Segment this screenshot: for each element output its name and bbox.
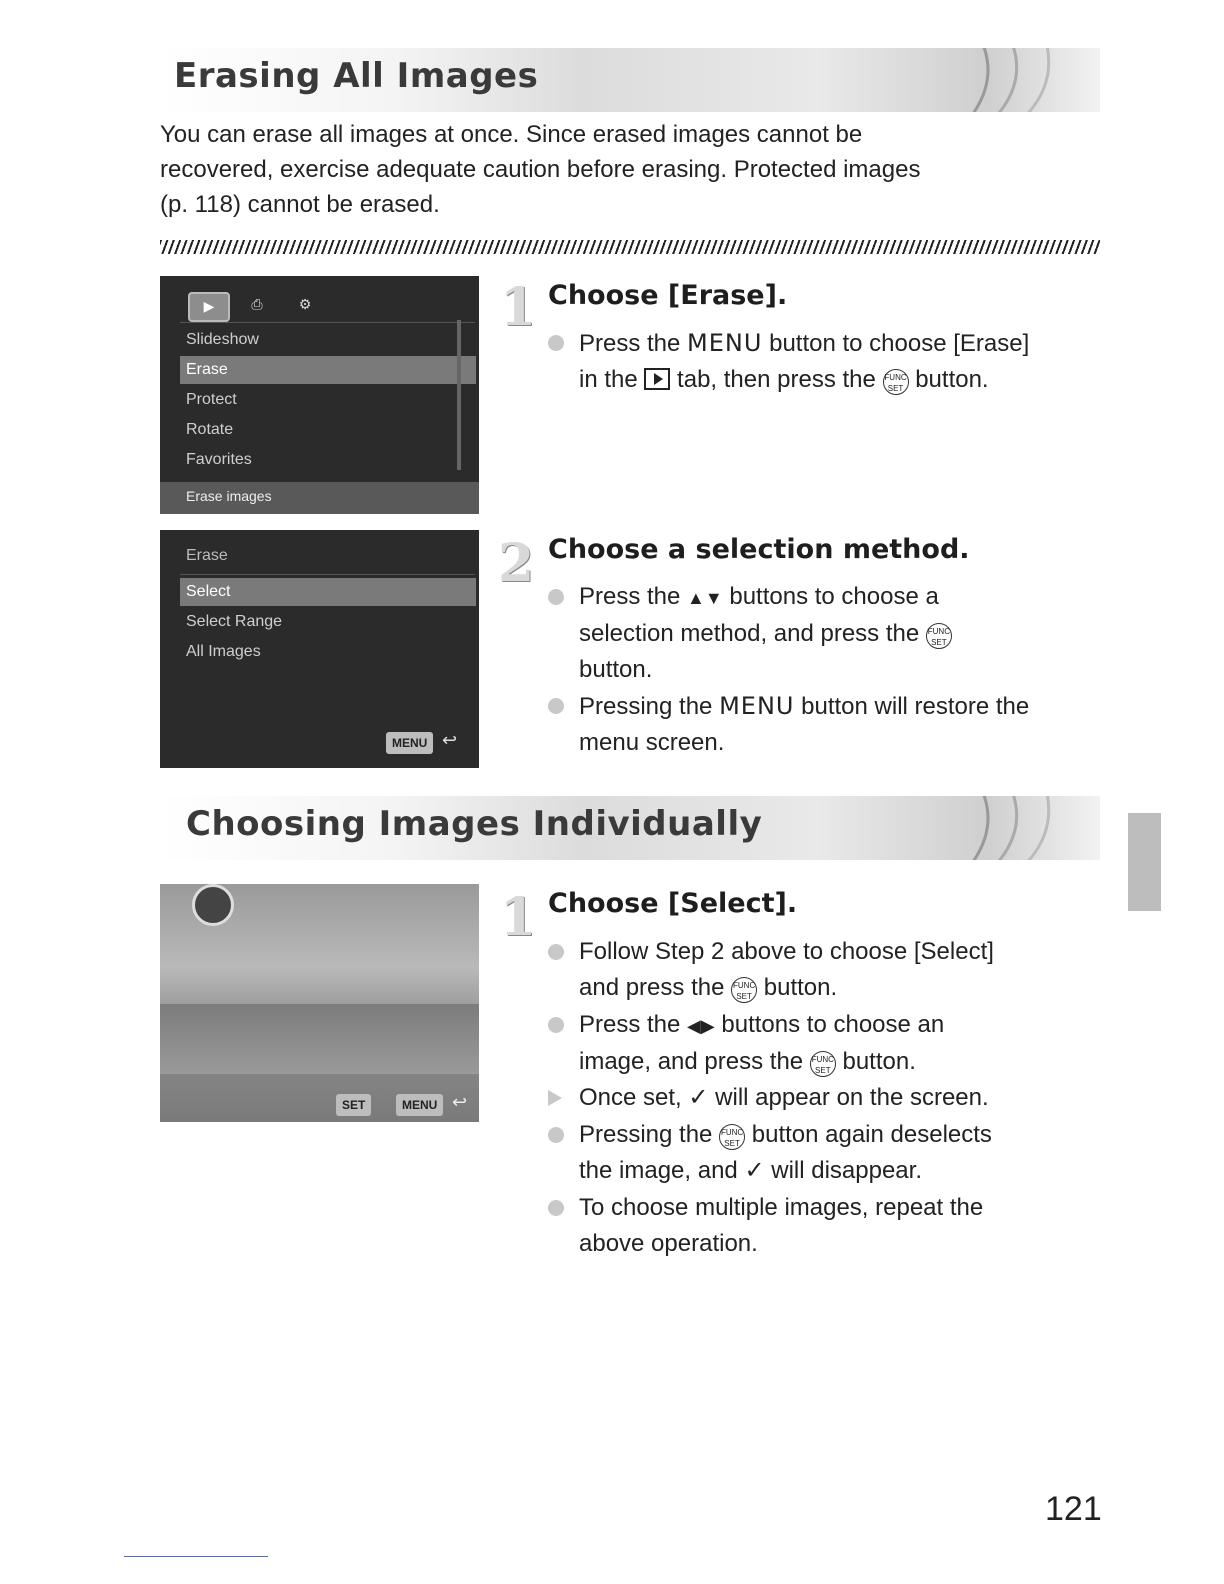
step-bullet [548, 579, 1108, 688]
bullet-text: Pressing the MENU button will restore the menu screen. [579, 692, 1030, 756]
menu-footer [160, 482, 479, 514]
step-number: 1 [500, 277, 537, 338]
bullet-text: Press the ▲▼ buttons to choose a selection method, and press the FUNC SET button. [579, 583, 950, 683]
camera-screen-erase-options [160, 530, 479, 768]
bullet-text: Pressing the FUNC SET button again deselects the image, and ✓ will disappear. [579, 1121, 992, 1184]
back-arrow-icon: ↩ [442, 730, 458, 750]
step-number: 1 [500, 887, 537, 948]
hatched-divider [160, 240, 1100, 254]
left-right-arrows-icon: ◀▶ [687, 1016, 715, 1036]
option-item-selected: Select [180, 578, 476, 606]
section-banner-choosing-individually [160, 796, 1100, 860]
screen-header: Erase [186, 547, 228, 564]
back-arrow-icon: ↩ [452, 1092, 468, 1112]
bullet-icon [548, 1017, 564, 1033]
bullet-icon [548, 698, 564, 714]
selection-marker-icon [192, 884, 234, 926]
result-arrow-icon [548, 1090, 562, 1106]
menu-item: Rotate [186, 421, 234, 438]
bullet-text: Press the MENU button to choose [Erase] in the tab, then press the FUNC SET button. [579, 329, 1030, 393]
step-bullet [548, 934, 1108, 1006]
intro-line: recovered, exercise adequate caution before erasing. Protected images [160, 156, 921, 183]
bullet-icon [548, 335, 564, 351]
func-set-icon: FUNC SET [883, 369, 909, 395]
footer-rule [124, 1556, 268, 1557]
wave-decoration-icon [960, 48, 1080, 112]
step-heading: Choose [Erase]. [548, 280, 788, 311]
up-down-arrows-icon: ▲▼ [687, 588, 723, 608]
bullet-text: Press the ◀▶ buttons to choose an image, and press the FUNC SET button. [579, 1011, 945, 1075]
bullet-text: Once set, ✓ will appear on the screen. [579, 1084, 989, 1111]
func-set-icon: FUNC SET [810, 1051, 836, 1077]
divider [180, 322, 475, 323]
intro-line: You can erase all images at once. Since erased images cannot be [160, 121, 863, 148]
step-bullet [548, 325, 1108, 398]
section-title: Choosing Images Individually [186, 804, 763, 844]
divider [180, 574, 475, 575]
step-number: 2 [498, 533, 535, 594]
menu-item: Slideshow [186, 331, 259, 348]
intro-paragraph [160, 117, 1060, 222]
option-item: All Images [186, 643, 261, 660]
step-bullet [548, 1190, 1108, 1262]
print-tab-icon: ⎙ [251, 296, 263, 312]
bullet-icon [548, 944, 564, 960]
option-item: Select Range [186, 613, 283, 630]
step-bullet [548, 688, 1108, 761]
playback-tab-icon: ▶ [188, 292, 230, 322]
menu-item: Favorites [186, 451, 252, 468]
step-bullet [548, 1007, 1108, 1080]
intro-line: (p. 118) cannot be erased. [160, 191, 440, 218]
checkmark-icon: ✓ [744, 1157, 765, 1184]
camera-screen-photo [160, 884, 479, 1122]
playback-icon [644, 368, 670, 390]
step-bullet [548, 1117, 1108, 1189]
section-banner-erasing-all [160, 48, 1100, 112]
wave-decoration-icon [960, 796, 1080, 860]
footer-text: Erase images [186, 488, 272, 504]
func-set-icon: FUNC SET [926, 623, 952, 649]
step-result [548, 1080, 1108, 1116]
bullet-text: To choose multiple images, repeat the above operation. [579, 1194, 984, 1257]
camera-screen-menu [160, 276, 479, 514]
func-set-icon: FUNC SET [731, 977, 757, 1003]
bullet-text: Follow Step 2 above to choose [Select] and press the FUNC SET button. [579, 938, 994, 1001]
scrollbar [457, 320, 461, 470]
bullet-icon [548, 1200, 564, 1216]
bullet-icon [548, 589, 564, 605]
section-title: Erasing All Images [174, 56, 539, 96]
step-heading: Choose a selection method. [548, 534, 970, 565]
menu-item-selected: Erase [180, 356, 476, 384]
checkmark-icon: ✓ [688, 1084, 709, 1111]
menu-button-chip: MENU [396, 1094, 443, 1116]
photo-scenery [160, 1004, 479, 1074]
page-number: 121 [1045, 1490, 1102, 1528]
step-heading: Choose [Select]. [548, 888, 798, 919]
settings-tab-icon: ⚙ [298, 296, 312, 312]
bullet-icon [548, 1127, 564, 1143]
menu-item: Protect [186, 391, 237, 408]
set-button-chip: SET [336, 1094, 371, 1116]
func-set-icon: FUNC SET [719, 1124, 745, 1150]
chapter-side-tab [1128, 813, 1161, 911]
menu-button-chip: MENU [386, 732, 433, 754]
menu-tabs [174, 286, 474, 322]
